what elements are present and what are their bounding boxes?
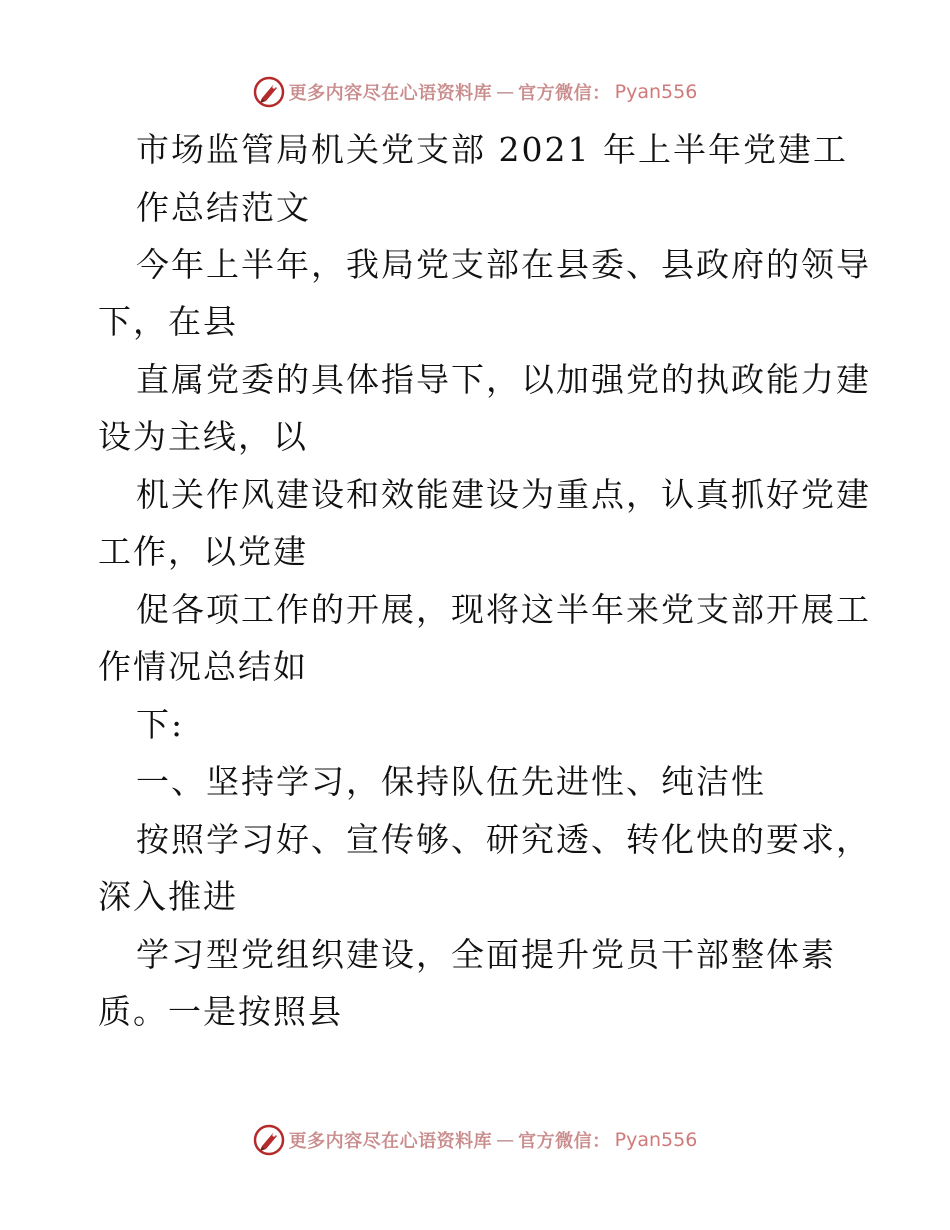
brand-separator: — (496, 1129, 515, 1151)
paragraph-line: 下，在县 (98, 302, 238, 341)
wechat-id: Pyan556 (614, 1129, 698, 1151)
title-line-2: 作总结范文 (136, 188, 311, 227)
title-line-1: 市场监管局机关党支部 2021 年上半年党建工 (136, 130, 848, 169)
paragraph-line: 作情况总结如 (98, 647, 308, 686)
paragraph-line: 深入推进 (98, 877, 238, 916)
paragraph-line: 工作，以党建 (98, 532, 308, 571)
pen-nib-logo-icon (253, 76, 285, 108)
paragraph-line: 按照学习好、宣传够、研究透、转化快的要求， (136, 820, 871, 859)
paragraph-line: 下: (136, 705, 185, 744)
header-watermark-banner (0, 72, 950, 112)
brand-text: 更多内容尽在心语资料库 (288, 1131, 493, 1152)
paragraph-line: 质。一是按照县 (98, 992, 343, 1031)
paragraph-line: 直属党委的具体指导下，以加强党的执政能力建 (136, 360, 871, 399)
wechat-id: Pyan556 (614, 81, 698, 103)
footer-watermark-banner (0, 1120, 950, 1160)
brand-separator: — (496, 81, 515, 103)
section-heading: 一、坚持学习，保持队伍先进性、纯洁性 (136, 762, 766, 801)
wechat-label: 官方微信： (518, 83, 611, 104)
paragraph-line: 促各项工作的开展，现将这半年来党支部开展工 (136, 590, 871, 629)
wechat-label: 官方微信： (518, 1131, 611, 1152)
paragraph-line: 机关作风建设和效能建设为重点，认真抓好党建 (136, 475, 871, 514)
brand-text: 更多内容尽在心语资料库 (288, 83, 493, 104)
paragraph-line: 设为主线，以 (98, 417, 308, 456)
paragraph-line: 今年上半年，我局党支部在县委、县政府的领导 (136, 245, 871, 284)
pen-nib-logo-icon (253, 1124, 285, 1156)
paragraph-line: 学习型党组织建设，全面提升党员干部整体素 (136, 935, 836, 974)
